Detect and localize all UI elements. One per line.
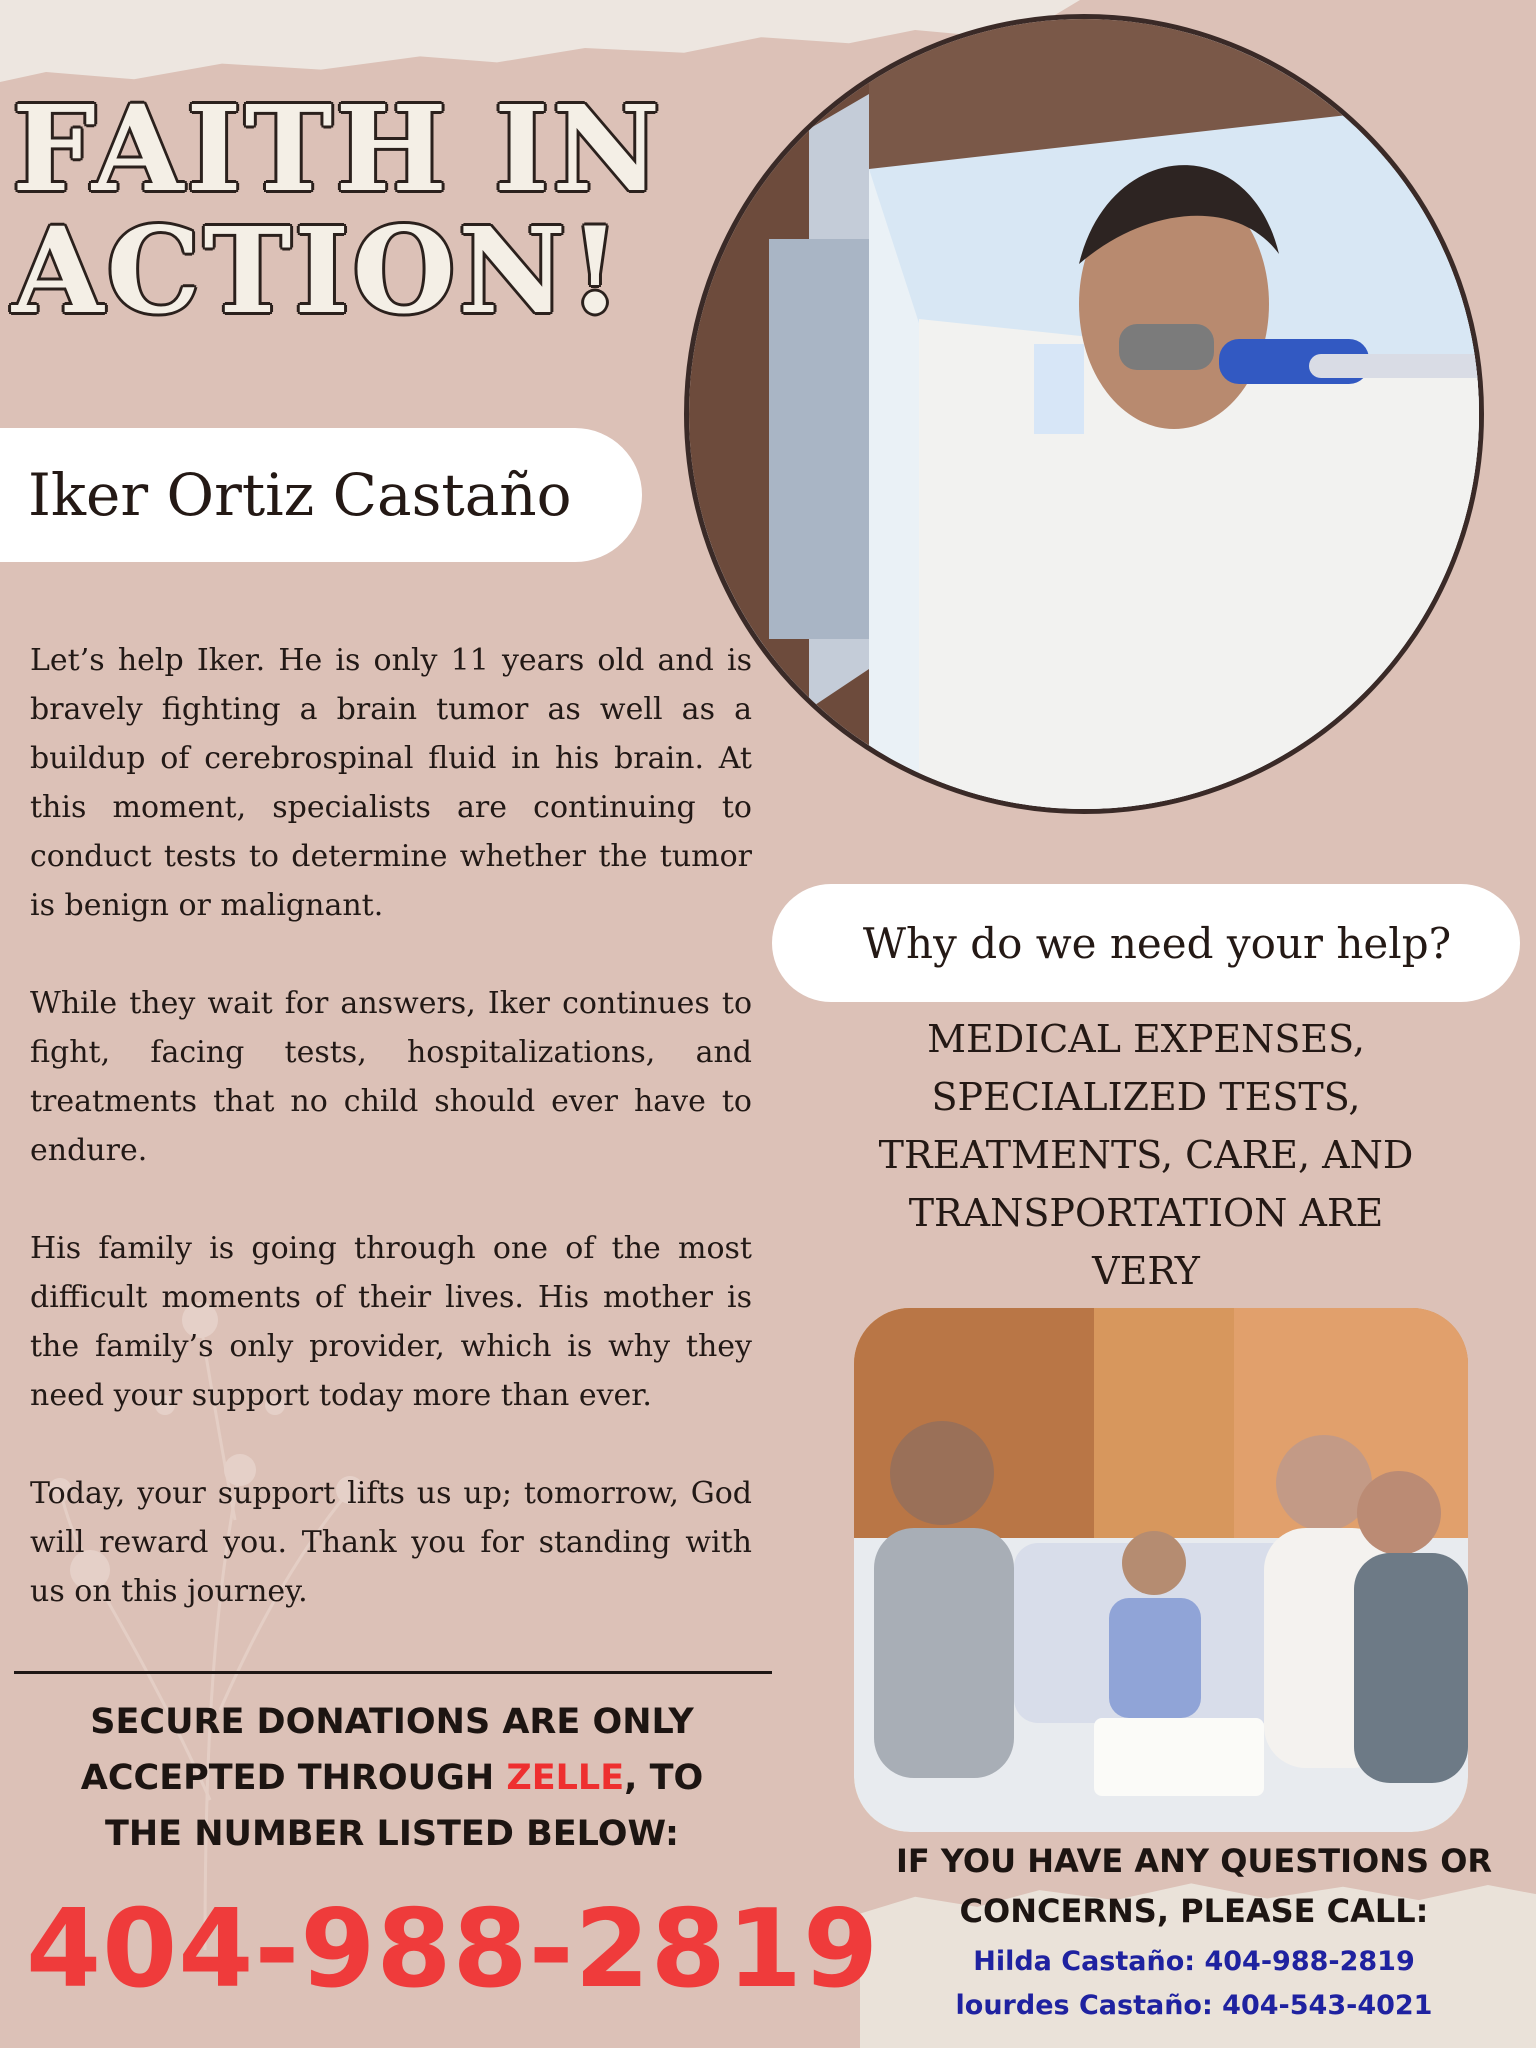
contact-item[interactable]: lourdes Castaño: 404-543-4021 <box>955 1990 1433 2021</box>
title-line-2: ACTION! <box>12 201 624 340</box>
person-name: Iker Ortiz Castaño <box>28 461 572 529</box>
questions-heading <box>874 1836 1514 1936</box>
story-paragraph: His family is going through one of the most difficult moments of their lives. His mother is the family’s only provider, which is why they need your support today more than ever. <box>30 1231 752 1413</box>
name-banner <box>0 428 642 562</box>
story-paragraph: Let’s help Iker. He is only 11 years old and is bravely fighting a brain tumor as well as a buildup of cerebrospinal fluid in his brain. At this moment, specialists are continuing to conduct tests to determine whether the tumor is benign or malignant. <box>30 643 752 923</box>
secure-line-2-prefix: ACCEPTED THROUGH <box>80 1758 507 1798</box>
needs-line: MEDICAL EXPENSES, <box>927 1017 1365 1061</box>
section-divider <box>14 1671 772 1674</box>
patient-photo-illustration <box>689 19 1484 814</box>
story-paragraph: While they wait for answers, Iker continues to fight, facing tests, hospitalizations, and treatments that no child should ever have to endure. <box>30 986 752 1168</box>
zelle-highlight: ZELLE <box>506 1758 625 1798</box>
help-heading: Why do we need your help? <box>862 918 1452 968</box>
secure-line-2 <box>40 1750 744 1806</box>
contact-item[interactable]: Hilda Castaño: 404-988-2819 <box>973 1946 1415 1977</box>
questions-line-2: CONCERNS, PLEASE CALL: <box>959 1892 1429 1930</box>
questions-line-1: IF YOU HAVE ANY QUESTIONS OR <box>895 1842 1493 1880</box>
needs-text <box>850 1010 1442 1358</box>
secure-donations-note <box>40 1694 744 1862</box>
help-question-banner <box>772 884 1520 1002</box>
needs-line: SPECIALIZED TESTS, <box>931 1075 1361 1119</box>
family-photo-illustration <box>854 1308 1468 1832</box>
page-title <box>12 79 712 340</box>
needs-line: TREATMENTS, CARE, AND <box>878 1133 1414 1177</box>
needs-line: TRANSPORTATION ARE VERY <box>908 1191 1384 1293</box>
story-paragraph: Today, your support lifts us up; tomorrow, God will reward you. Thank you for standing with us on this journey. <box>30 1476 752 1609</box>
secure-line-2-suffix: , TO <box>624 1758 704 1798</box>
story-text <box>30 636 752 1665</box>
family-photo <box>854 1308 1468 1832</box>
secure-line-3: THE NUMBER LISTED BELOW: <box>105 1814 679 1854</box>
contact-list <box>874 1940 1514 2028</box>
secure-line-1: SECURE DONATIONS ARE ONLY <box>90 1702 694 1742</box>
title-line-1: FAITH IN <box>12 79 664 218</box>
donation-phone-number[interactable]: 404-988-2819 <box>26 1887 880 2012</box>
patient-photo <box>684 14 1484 814</box>
